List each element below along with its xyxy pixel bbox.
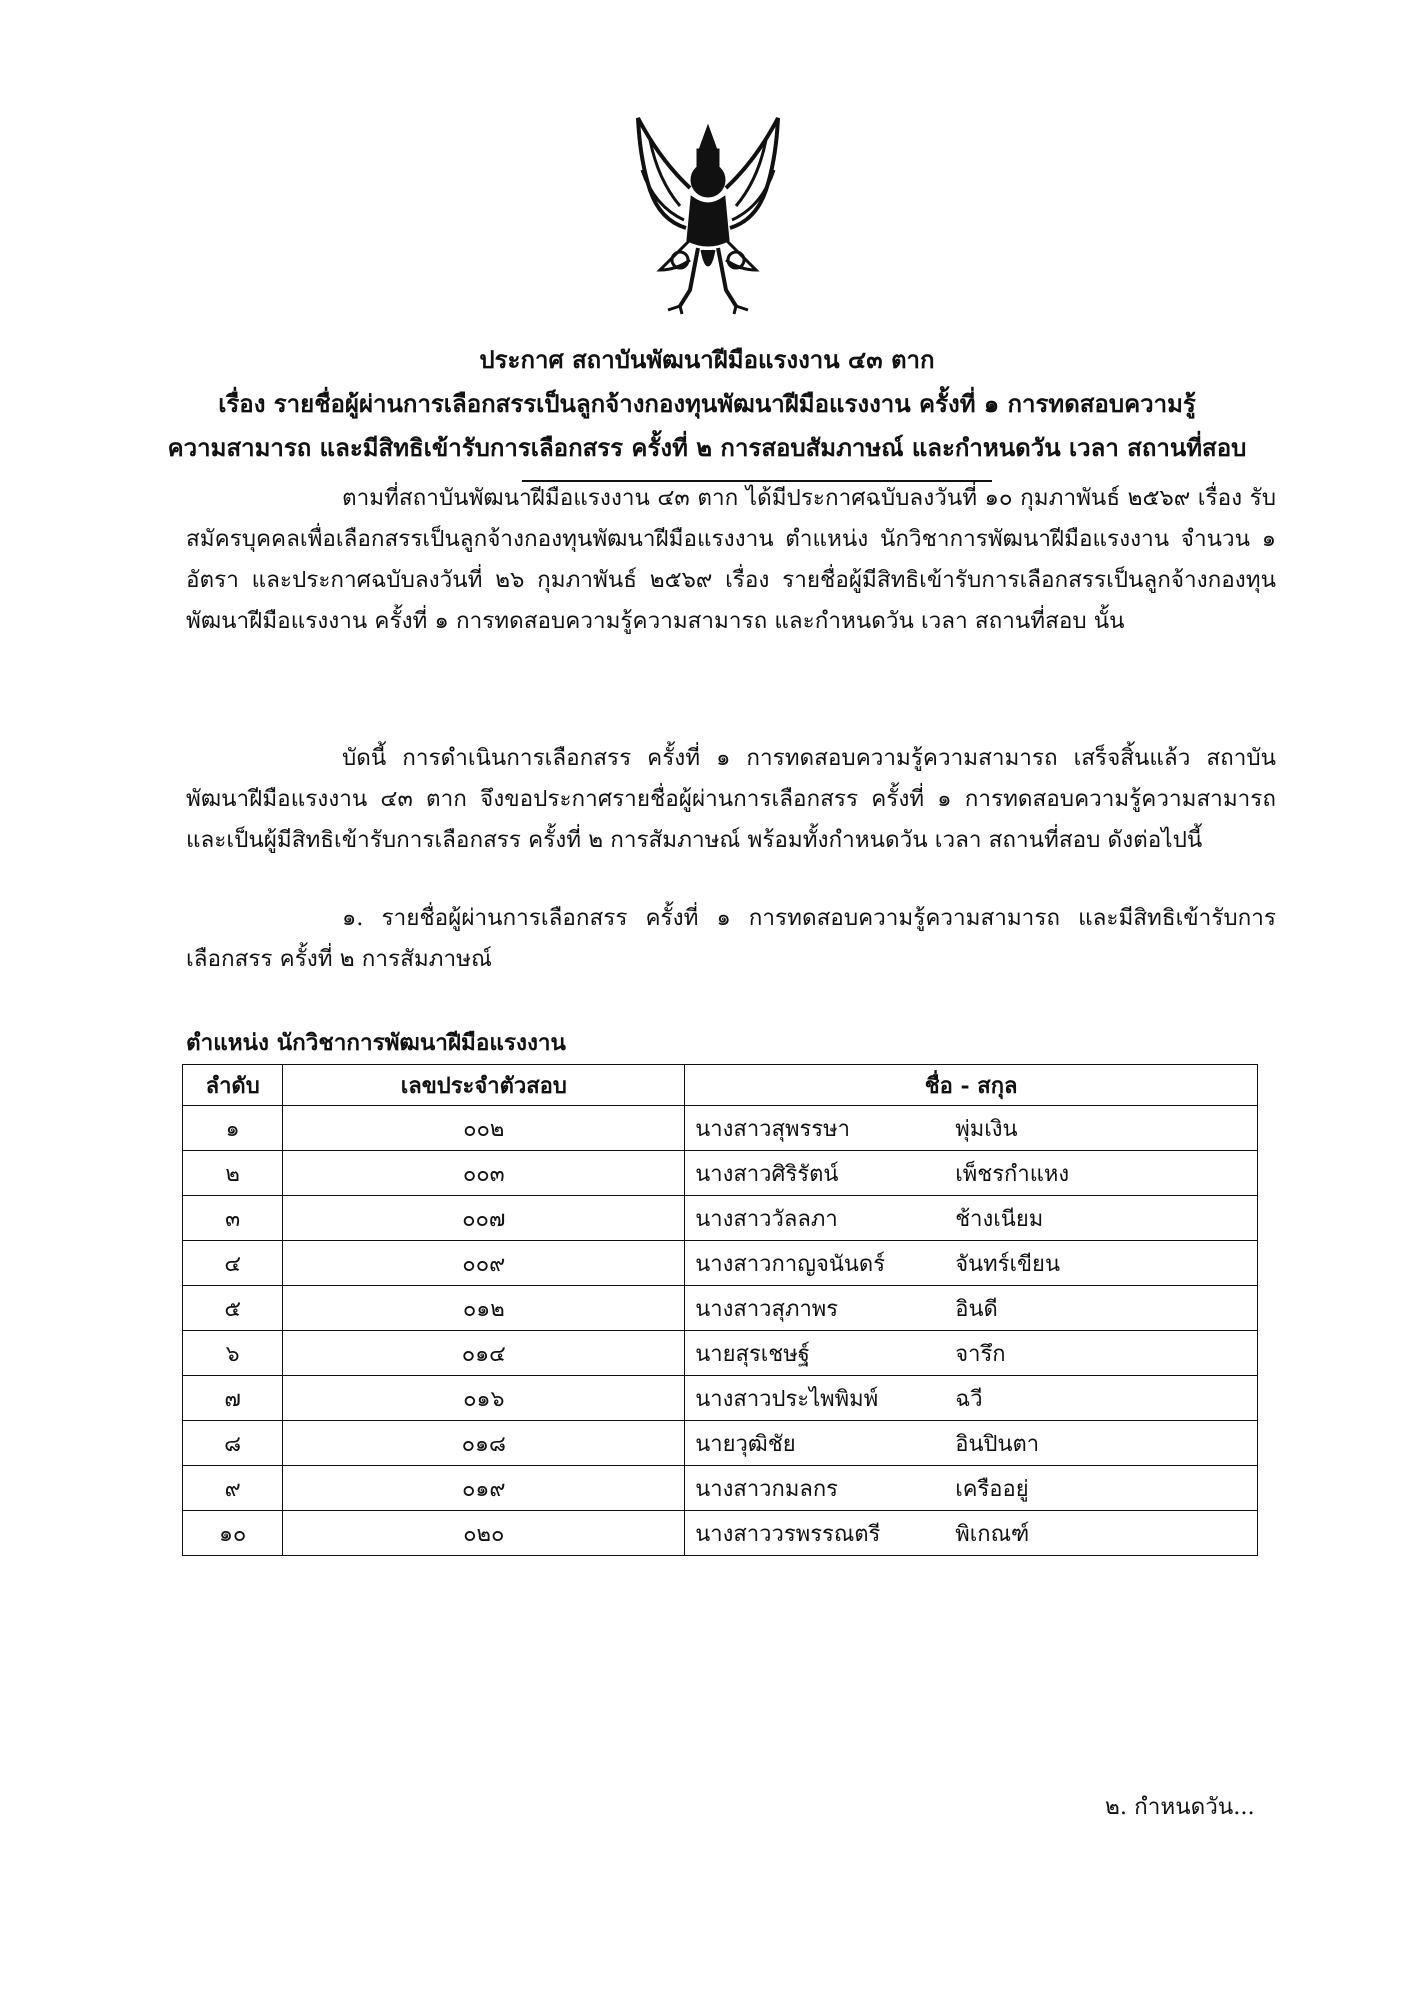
row-no: ๔ (183, 1241, 283, 1286)
row-last-name: เพ็ชรกำแหง (955, 1161, 1070, 1187)
row-first-name: นางสาววัลลภา (695, 1206, 838, 1232)
table-row (183, 1286, 1258, 1331)
announcement-title: ประกาศ สถาบันพัฒนาฝีมือแรงงาน ๔๓ ตาก (479, 345, 935, 374)
candidate-table (182, 1064, 1258, 1556)
row-no: ๒ (183, 1151, 283, 1196)
table-row (183, 1511, 1258, 1556)
row-last-name: ช้างเนียม (955, 1206, 1044, 1232)
row-exam-id: ๐๑๒ (283, 1286, 685, 1331)
row-name (685, 1286, 1258, 1331)
announcement-subject-line1: เรื่อง รายชื่อผู้ผ่านการเลือกสรรเป็นลูกจ้างกองทุนพัฒนาฝีมือแรงงาน ครั้งที่ ๑ การทดสอบความรู้ (218, 389, 1196, 418)
paragraph-announcement: บัดนี้ การดำเนินการเลือกสรร ครั้งที่ ๑ การทดสอบความรู้ความสามารถ เสร็จสิ้นแล้ว สถาบันพัฒนาฝีมือแรงงาน ๔๓ ตาก จึงขอประกาศรายชื่อผู้ผ่านการเลือกสรร ครั้งที่ ๑ การทดสอบความรู้ความสามารถ และเป็นผู้มีสิทธิเข้ารับการเลือกสรร ครั้งที่ ๒ การสัมภาษณ์ พร้อมทั้งกำหนดวัน เวลา สถานที่สอบ ดังต่อไปนี้ (186, 745, 1276, 853)
row-exam-id: ๐๒๐ (283, 1511, 685, 1556)
row-first-name: นางสาวกาญจนันดร์ (695, 1251, 886, 1277)
row-name (685, 1511, 1258, 1556)
row-last-name: อินดี (955, 1296, 998, 1322)
row-name (685, 1466, 1258, 1511)
row-no: ๑๐ (183, 1511, 283, 1556)
row-no: ๙ (183, 1466, 283, 1511)
row-last-name: พุ่มเงิน (955, 1116, 1018, 1142)
table-row (183, 1331, 1258, 1376)
row-first-name: นางสาวศิริรัตน์ (695, 1161, 839, 1187)
row-name (685, 1196, 1258, 1241)
header-exam-id: เลขประจำตัวสอบ (283, 1065, 685, 1106)
table-row (183, 1196, 1258, 1241)
row-no: ๕ (183, 1286, 283, 1331)
row-first-name: นายสุรเชษฐ์ (695, 1341, 810, 1367)
paragraph-item-1: ๑. รายชื่อผู้ผ่านการเลือกสรร ครั้งที่ ๑ การทดสอบความรู้ความสามารถ และมีสิทธิเข้ารับการเลือกสรร ครั้งที่ ๒ การสัมภาษณ์ (186, 905, 1276, 972)
position-caption: ตำแหน่ง นักวิชาการพัฒนาฝีมือแรงงาน (186, 1030, 566, 1056)
row-exam-id: ๐๑๙ (283, 1466, 685, 1511)
row-exam-id: ๐๐๙ (283, 1241, 685, 1286)
row-exam-id: ๐๐๓ (283, 1151, 685, 1196)
row-name (685, 1106, 1258, 1151)
announcement-subject-line2: ความสามารถ และมีสิทธิเข้ารับการเลือกสรร ครั้งที่ ๒ การสอบสัมภาษณ์ และกำหนดวัน เวลา สถานที่สอบ (167, 433, 1247, 462)
row-name (685, 1331, 1258, 1376)
row-name (685, 1421, 1258, 1466)
row-name (685, 1241, 1258, 1286)
table-row (183, 1241, 1258, 1286)
row-first-name: นางสาววรพรรณตรี (695, 1521, 881, 1547)
row-no: ๘ (183, 1421, 283, 1466)
row-last-name: พิเกณฑ์ (955, 1521, 1030, 1547)
row-first-name: นางสาวประไพพิมพ์ (695, 1386, 879, 1412)
table-row (183, 1376, 1258, 1421)
row-name (685, 1151, 1258, 1196)
table-row (183, 1151, 1258, 1196)
row-first-name: นายวุฒิชัย (695, 1431, 796, 1457)
page-continuation: ๒. กำหนดวัน... (1105, 1794, 1255, 1820)
row-last-name: จันทร์เขียน (955, 1251, 1060, 1277)
row-last-name: ฉวี (955, 1386, 983, 1412)
row-first-name: นางสาวสุพรรษา (695, 1116, 850, 1142)
row-exam-id: ๐๐๗ (283, 1196, 685, 1241)
header-name: ชื่อ - สกุล (685, 1065, 1258, 1106)
row-no: ๑ (183, 1106, 283, 1151)
row-exam-id: ๐๐๒ (283, 1106, 685, 1151)
row-last-name: เครืออยู่ (955, 1476, 1029, 1502)
row-first-name: นางสาวสุภาพร (695, 1296, 839, 1322)
table-header-row (183, 1065, 1258, 1106)
table-row (183, 1466, 1258, 1511)
row-exam-id: ๐๑๘ (283, 1421, 685, 1466)
header-no: ลำดับ (183, 1065, 283, 1106)
row-last-name: จารึก (955, 1341, 1006, 1367)
row-last-name: อินปินตา (955, 1431, 1040, 1457)
table-row (183, 1106, 1258, 1151)
row-exam-id: ๐๑๔ (283, 1331, 685, 1376)
row-exam-id: ๐๑๖ (283, 1376, 685, 1421)
table-row (183, 1421, 1258, 1466)
row-no: ๓ (183, 1196, 283, 1241)
row-no: ๖ (183, 1331, 283, 1376)
row-first-name: นางสาวกมลกร (695, 1476, 838, 1502)
garuda-emblem-icon (620, 110, 796, 316)
row-name (685, 1376, 1258, 1421)
row-no: ๗ (183, 1376, 283, 1421)
paragraph-background: ตามที่สถาบันพัฒนาฝีมือแรงงาน ๔๓ ตาก ได้มีประกาศฉบับลงวันที่ ๑๐ กุมภาพันธ์ ๒๕๖๙ เรื่อง รับสมัครบุคคลเพื่อเลือกสรรเป็นลูกจ้างกองทุนพัฒนาฝีมือแรงงาน ตำแหน่ง นักวิชาการพัฒนาฝีมือแรงงาน จำนวน ๑ อัตรา และประกาศฉบับลงวันที่ ๒๖ กุมภาพันธ์ ๒๕๖๙ เรื่อง รายชื่อผู้มีสิทธิเข้ารับการเลือกสรรเป็นลูกจ้างกองทุนพัฒนาฝีมือแรงงาน ครั้งที่ ๑ การทดสอบความรู้ความสามารถ และกำหนดวัน เวลา สถานที่สอบ นั้น (186, 485, 1276, 634)
